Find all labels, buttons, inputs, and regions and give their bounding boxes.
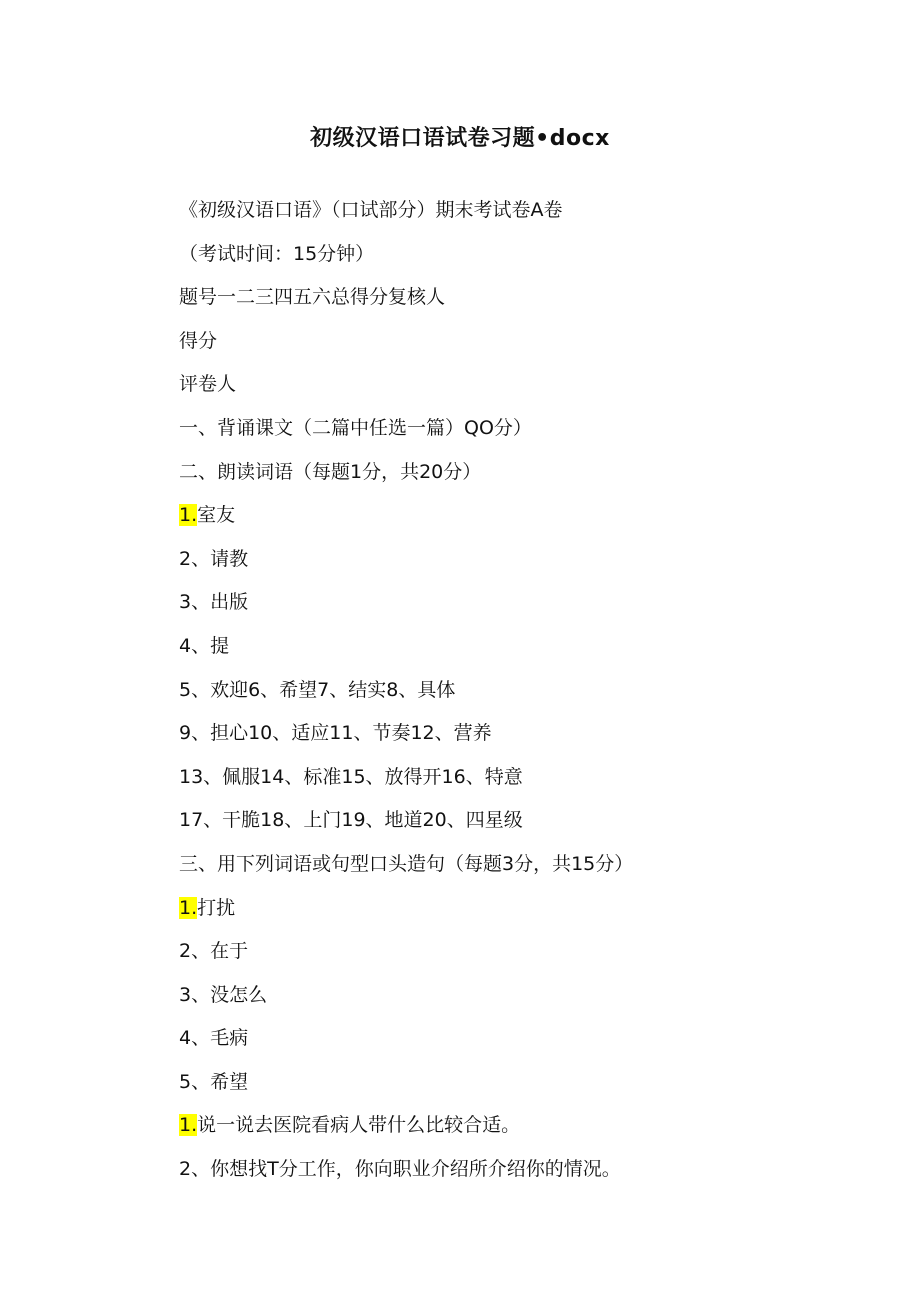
list-item <box>179 1107 879 1151</box>
text-line <box>179 323 879 367</box>
line-text: 评卷人 <box>179 373 237 396</box>
line-text: 2、你想找T分工作，你向职业介绍所介绍你的情况。 <box>179 1158 621 1181</box>
line-text: 室友 <box>197 504 236 527</box>
list-item <box>179 890 879 934</box>
list-item <box>179 497 879 541</box>
line-text: 5、希望 <box>179 1070 249 1093</box>
list-item <box>179 1064 879 1108</box>
line-text: （考试时间：15分钟） <box>179 242 375 265</box>
section-heading <box>179 846 879 890</box>
list-item <box>179 933 879 977</box>
document-body <box>179 192 879 1195</box>
list-item <box>179 977 879 1021</box>
line-text: 13、佩服14、标准15、放得开16、特意 <box>179 765 523 788</box>
list-item <box>179 715 879 759</box>
highlighted-number: 1. <box>179 896 198 919</box>
line-text: 2、在于 <box>179 940 249 963</box>
line-text: 三、用下列词语或句型口头造句（每题3分，共15分） <box>179 852 634 875</box>
line-text: 5、欢迎6、希望7、结实8、具体 <box>179 678 456 701</box>
line-text: 17、干脆18、上门19、地道20、四星级 <box>179 809 523 832</box>
list-item <box>179 802 879 846</box>
list-item <box>179 759 879 803</box>
line-text: 题号一二三四五六总得分复核人 <box>179 286 446 309</box>
text-line <box>179 236 879 280</box>
text-line <box>179 279 879 323</box>
line-text: 得分 <box>179 329 218 352</box>
section-heading <box>179 454 879 498</box>
line-text: 9、担心10、适应11、节奏12、营养 <box>179 722 492 745</box>
line-text: 2、请教 <box>179 547 249 570</box>
line-text: 《初级汉语口语》（口试部分）期末考试卷A卷 <box>179 199 563 221</box>
text-line <box>179 366 879 410</box>
line-text: 4、毛病 <box>179 1027 249 1050</box>
list-item <box>179 1020 879 1064</box>
line-text: 二、朗读词语（每题1分，共20分） <box>179 460 482 483</box>
text-line <box>179 192 879 236</box>
line-text: 3、出版 <box>179 591 249 614</box>
list-item <box>179 628 879 672</box>
line-text: 一、背诵课文（二篇中任选一篇）QO分） <box>179 416 532 439</box>
line-text: 说一说去医院看病人带什么比较合适。 <box>197 1114 521 1137</box>
list-item <box>179 672 879 716</box>
line-text: 4、提 <box>179 634 230 657</box>
line-text: 3、没怎么 <box>179 983 268 1006</box>
highlighted-number: 1. <box>179 504 198 527</box>
list-item <box>179 1151 879 1195</box>
section-heading <box>179 410 879 454</box>
list-item <box>179 541 879 585</box>
line-text: 打扰 <box>197 896 236 919</box>
list-item <box>179 584 879 628</box>
highlighted-number: 1. <box>179 1114 198 1137</box>
document-title: 初级汉语口语试卷习题•docx <box>310 126 610 151</box>
